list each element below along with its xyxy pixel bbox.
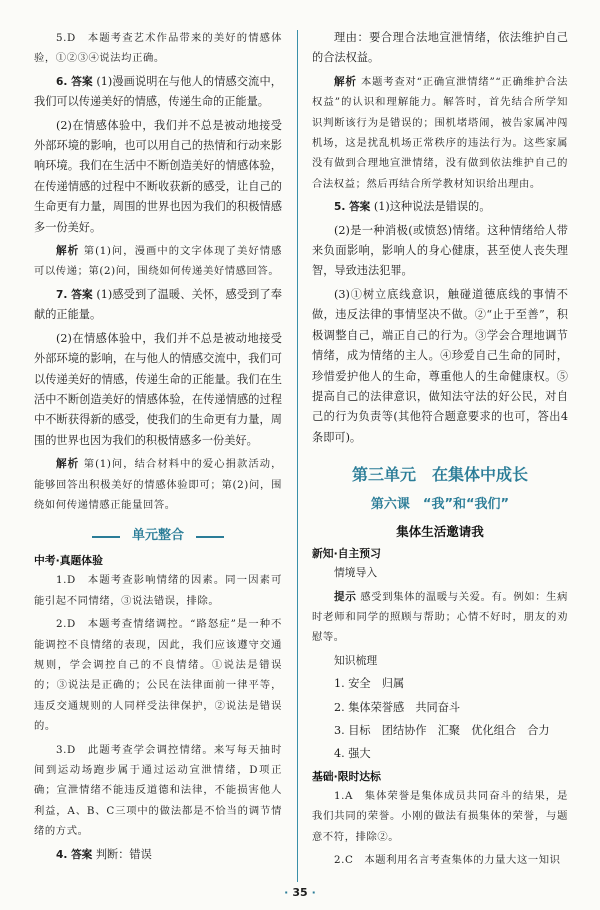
answer-7-part-1 <box>34 285 282 326</box>
page-number <box>0 886 600 899</box>
heading-rule-right <box>196 536 224 538</box>
column-divider <box>297 30 298 882</box>
answer-text: 判断：错误 <box>95 847 152 861</box>
knowledge-item-3: 3. 目标 团结协作 汇聚 优化组合 合力 <box>334 723 550 737</box>
answer-text: (1)这种说法是错误的。 <box>373 200 491 214</box>
unit-title: 第三单元 在集体中成长 <box>351 465 528 485</box>
analysis-label: 解析 <box>56 458 80 471</box>
subsection-title: 中考·真题体验 <box>34 554 103 568</box>
answer-label: 6. 答案 <box>56 75 93 88</box>
analysis-4 <box>312 72 568 194</box>
topic-title: 集体生活邀请我 <box>396 524 484 540</box>
tip-label: 提示 <box>334 590 357 603</box>
section-heading-box <box>98 525 218 547</box>
analysis-text: 第(1)问，结合材料中的爱心捐款活动，能够回答出积极美好的情感体验即可；第(2)问，围绕如何传递情感正能量回答。 <box>34 458 283 511</box>
analysis-text: 本题考查对“正确宣泄情绪”“正确维护合法权益”的认识和理解能力。解答时，首先结合所学知识判断该行为是错误的；围机堵塔闹，被告家属冲闯机场，这是扰乱机场正常秩序的违法行为。这些家属没有做到合理地宣泄情绪，没有做到依法维护自己的合法权益；然后再结合所学教材知识给出理由。 <box>312 75 568 190</box>
exam-answer-5-part-2: (2)是一种消极(或愤怒)情绪。这种情绪给人带来负面影响，影响人的身心健康，甚至使人丧失理智，导致违法犯罪。 <box>312 223 568 278</box>
answer-text: (1)感受到了温暖、关怀，感受到了奉献的正能量。 <box>34 287 282 322</box>
answer-text: (1)漫画说明在与他人的情感交流中，我们可以传递美好的情感，传递生命的正能量。 <box>34 74 282 109</box>
exam-answer-1: 1.D 本题考查影响情绪的因素。同一因素可能引起不同情绪，③说法错误，排除。 <box>34 574 282 607</box>
right-column <box>312 28 568 873</box>
analysis-label: 解析 <box>334 75 357 88</box>
knowledge-item-1: 1. 安全 归属 <box>334 677 405 691</box>
lesson-title: 第六课 “我”和“我们” <box>370 497 510 513</box>
analysis-label: 解析 <box>56 245 80 258</box>
answer-5: 5.D 本题考查艺术作品带来的美好的情感体验，①②③④说法均正确。 <box>34 32 282 65</box>
answer-label: 4. 答案 <box>56 848 93 861</box>
answer-label: 7. 答案 <box>56 288 93 301</box>
exam-answer-3: 3.D 此题考查学会调控情绪。来写每天抽时间到运动场跑步属于通过运动宣泄情绪，D项正确；宣泄情绪不能违反道德和法律，不能损害他人利益，A、B、C三项中的做法都是不恰当的调节情绪的方式。 <box>34 743 282 838</box>
exam-answer-5-part-3: (3)①树立底线意识，触碰道德底线的事情不做，违反法律的事情坚决不做。②“止于至善”，积极调整自己，端正自己的行为。③学会合理地调节情绪，成为情绪的主人。④珍爱自己生命的同时，珍惜爱护他人的生命，尊重他人的生命健康权。⑤提高自己的法律意识，做知法守法的好公民，对自己的行为负责等(其他符合题意要求的也可，答出4条即可)。 <box>312 287 568 444</box>
heading-rule-left <box>92 536 120 538</box>
scenario-heading: 情境导入 <box>334 566 378 580</box>
analysis-6 <box>34 241 282 282</box>
section-title: 单元整合 <box>131 528 184 544</box>
tip-text <box>312 587 568 648</box>
answer-7-part-2: (2)在情感体验中，我们并不总是被动地接受外部环境的影响，在与他人的情感交流中，我们可以传递美好的情感，传递生命的正能量。我们在生活中不断创造美好的情感体验，在传递情感的过程中不断获得新的感受，使我们的生命更有力量，周围的世界也因为我们的积极情感多一份美好。 <box>34 331 282 447</box>
page-number-value: 35 <box>292 886 308 899</box>
answer-6-part-1 <box>34 72 282 113</box>
page-number-dot-right: · <box>311 886 316 899</box>
reason-text: 理由：要合理合法地宣泄情绪，依法维护自己的合法权益。 <box>312 31 568 65</box>
analysis-7 <box>34 454 282 515</box>
answer-label: 5. 答案 <box>334 201 371 214</box>
subsection-title: 基础·限时达标 <box>312 769 381 783</box>
answer-6-part-2: (2)在情感体验中，我们并不总是被动地接受外部环境的影响，也可以用自己的热情和行动来影响环境。我们在生活中不断创造美好的情感体验，在传递情感的过程中不断收获新的感受，让自己的生命更有力量，周围的世界也因为我们的积极情感多一份美好。 <box>34 118 282 234</box>
knowledge-item-4: 4. 强大 <box>334 747 371 761</box>
subsection-title: 新知·自主预习 <box>312 547 381 561</box>
exam-answer-4 <box>34 845 282 865</box>
exam-answer-5-part-1 <box>312 197 568 217</box>
knowledge-heading: 知识梳理 <box>334 653 378 667</box>
analysis-text: 第(1)问，漫画中的文字体现了美好情感可以传递；第(2)问，围绕如何传递美好情感回答。 <box>34 245 283 278</box>
practice-answer-1: 1.A 集体荣誉是集体成员共同奋斗的结果，是我们共同的荣誉。小刚的做法有损集体的荣誉，与题意不符，排除②。 <box>312 789 568 843</box>
knowledge-item-2: 2. 集体荣誉感 共同奋斗 <box>334 700 461 714</box>
tip-body: 感受到集体的温暖与关爱。有。例如：生病时老师和同学的照顾与帮助；心情不好时，朋友的劝慰等。 <box>312 590 568 644</box>
page-number-dot-left: · <box>284 886 289 899</box>
practice-answer-2: 2.C 本题利用名言考查集体的力量大这一知识 <box>334 854 561 866</box>
left-column <box>34 28 282 868</box>
exam-answer-2: 2.D 本题考查情绪调控。“路怒症”是一种不能调控不良情绪的表现，因此，我们应该遵守交通规则，学会调控自己的不良情绪。①说法是错误的；③说法是正确的；公民在法律面前一律平等，违反交通规则的人同样受法律保护，②说法是错误的。 <box>34 618 282 733</box>
